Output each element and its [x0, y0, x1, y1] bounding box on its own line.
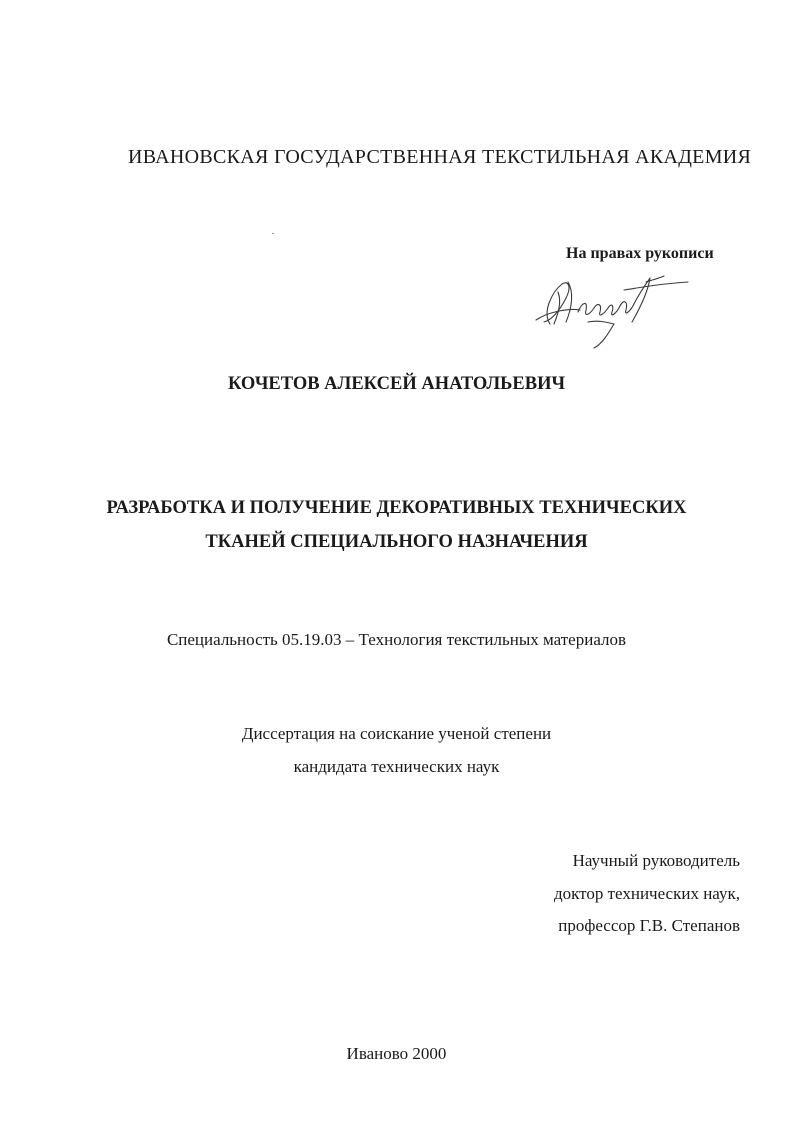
- thesis-title-line: РАЗРАБОТКА И ПОЛУЧЕНИЕ ДЕКОРАТИВНЫХ ТЕХНИЧЕСКИХ: [106, 498, 687, 518]
- city-year: Иваново 2000: [346, 1044, 447, 1063]
- advisor-line: Научный руководитель: [572, 851, 740, 870]
- institution-name: ИВАНОВСКАЯ ГОСУДАРСТВЕННАЯ ТЕКСТИЛЬНАЯ АКАДЕМИЯ: [128, 146, 752, 168]
- handwritten-signature: [528, 262, 703, 350]
- manuscript-note: На правах рукописи: [566, 245, 714, 262]
- scan-speck: [272, 233, 274, 234]
- dissertation-line: кандидата технических наук: [293, 757, 500, 776]
- author-name: КОЧЕТОВ АЛЕКСЕЙ АНАТОЛЬЕВИЧ: [227, 374, 566, 394]
- specialty-line: Специальность 05.19.03 – Технология текстильных материалов: [166, 630, 627, 649]
- advisor-line: доктор технических наук,: [553, 884, 740, 903]
- advisor-line: профессор Г.В. Степанов: [558, 916, 740, 935]
- thesis-title-line: ТКАНЕЙ СПЕЦИАЛЬНОГО НАЗНАЧЕНИЯ: [205, 532, 588, 552]
- dissertation-line: Диссертация на соискание ученой степени: [241, 724, 552, 743]
